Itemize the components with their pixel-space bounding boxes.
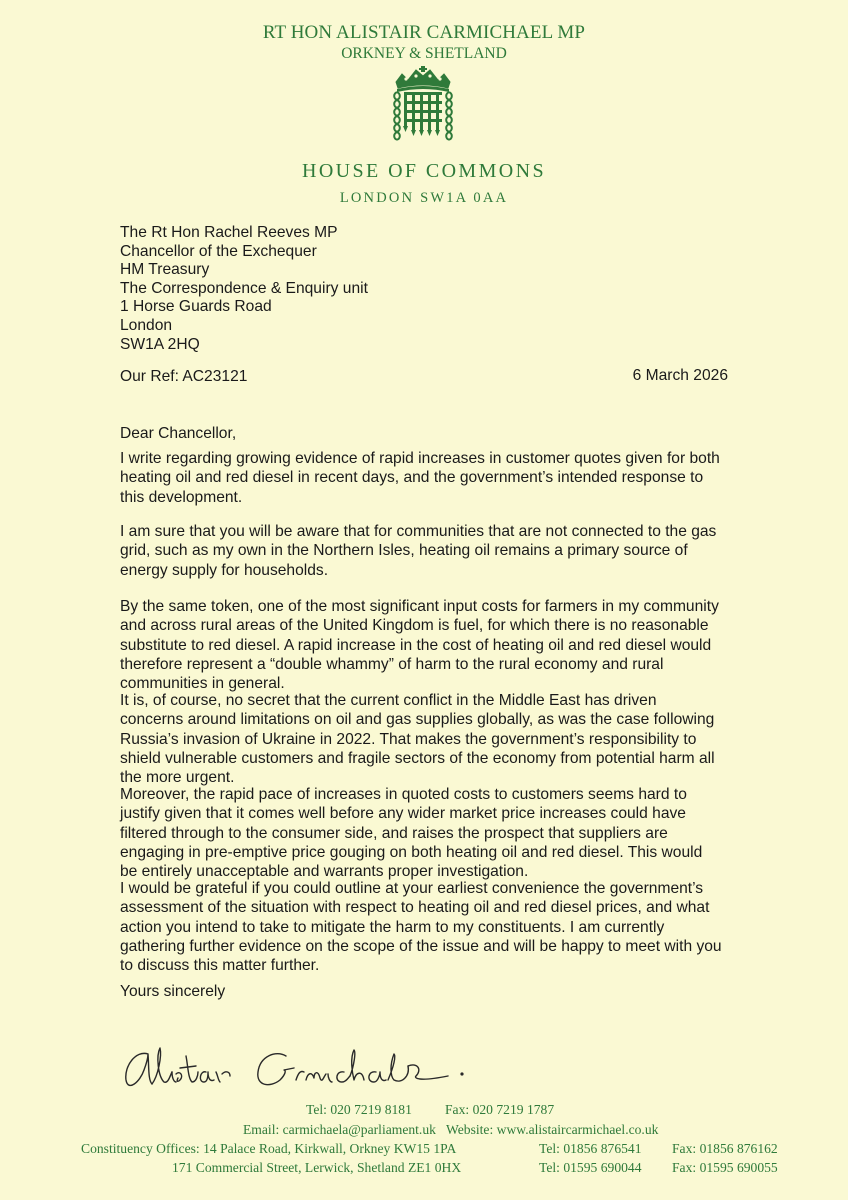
paragraph-line: the more urgent. xyxy=(120,769,235,787)
paragraph-line: filtered through to the consumer side, and raises the prospect that suppliers are xyxy=(120,824,668,842)
footer-kirkwall-tel: Tel: 01856 876541 xyxy=(539,1141,642,1156)
paragraph-line: action you intend to take to mitigate the harm to my constituents. I am currently xyxy=(120,918,665,936)
footer-lerwick-tel: Tel: 01595 690044 xyxy=(539,1160,642,1175)
footer-office-lerwick: 171 Commercial Street, Lerwick, Shetland ZE1 0HX xyxy=(172,1160,462,1175)
house-address: LONDON SW1A 0AA xyxy=(339,190,509,206)
house-of-commons-heading: HOUSE OF COMMONS xyxy=(302,160,546,182)
recipient-address xyxy=(120,224,368,354)
body-paragraph xyxy=(120,785,745,881)
paragraph-line: engaging in pre-emptive price gouging on both heating oil and red diesel. This would xyxy=(120,843,703,861)
paragraph-line: this development. xyxy=(120,488,243,506)
closing: Yours sincerely xyxy=(120,983,226,1000)
paragraph-line: be entirely unacceptable and warrants proper investigation. xyxy=(120,863,529,881)
signature xyxy=(118,1036,508,1098)
letter-date: 6 March 2026 xyxy=(632,367,728,384)
footer-kirkwall-fax: Fax: 01856 876162 xyxy=(672,1141,778,1156)
footer-fax: Fax: 020 7219 1787 xyxy=(445,1102,555,1117)
salutation: Dear Chancellor, xyxy=(120,425,237,442)
footer-website[interactable]: Website: www.alistaircarmichael.co.uk xyxy=(446,1122,659,1137)
paragraph-line: I would be grateful if you could outline at your earliest convenience the government’s xyxy=(120,880,704,897)
paragraph-line: heating oil and red diesel in recent days, and the government’s intended response to xyxy=(120,469,704,487)
recipient-line: The Correspondence & Enquiry unit xyxy=(120,279,368,297)
footer-email[interactable]: Email: carmichaela@parliament.uk xyxy=(243,1122,436,1137)
paragraph-line: energy supply for households. xyxy=(120,561,329,579)
paragraph-line: justify given that it comes well before any wider market price increases could have xyxy=(120,805,686,823)
body-paragraph xyxy=(120,879,745,975)
paragraph-line: gathering further evidence on the scope of the issue and will be happy to meet with you xyxy=(120,937,722,955)
paragraph-line: Russia’s invasion of Ukraine in 2022. That makes the government’s responsibility to xyxy=(120,730,697,748)
paragraph-line: and across rural areas of the United Kingdom is fuel, for which there is no reasonable xyxy=(120,617,709,635)
paragraph-line: grid, such as my own in the Northern Isles, heating oil remains a primary source of xyxy=(120,542,688,560)
mp-name: RT HON ALISTAIR CARMICHAEL MP xyxy=(262,22,586,43)
paragraph-line: communities in general. xyxy=(120,675,285,693)
footer-office-kirkwall: Constituency Offices: 14 Palace Road, Kirkwall, Orkney KW15 1PA xyxy=(81,1141,457,1156)
recipient-line: London xyxy=(120,316,173,334)
paragraph-line: therefore represent a “double whammy” of harm to the rural economy and rural xyxy=(120,655,664,673)
paragraph-line: I am sure that you will be aware that for communities that are not connected to the gas xyxy=(120,523,717,540)
paragraph-line: Moreover, the rapid pace of increases in quoted costs to customers seems hard to xyxy=(120,786,687,803)
body-paragraph xyxy=(120,691,745,787)
footer-tel: Tel: 020 7219 8181 xyxy=(306,1102,412,1117)
paragraph-line: concerns around limitations on oil and gas supplies globally, as was the case following xyxy=(120,711,715,729)
body-paragraph xyxy=(120,597,745,693)
recipient-line: SW1A 2HQ xyxy=(120,335,200,353)
portcullis-icon xyxy=(388,66,458,142)
recipient-line: The Rt Hon Rachel Reeves MP xyxy=(120,224,338,241)
paragraph-line: It is, of course, no secret that the current conflict in the Middle East has driven xyxy=(120,692,657,709)
paragraph-line: to discuss this matter further. xyxy=(120,957,320,975)
recipient-line: HM Treasury xyxy=(120,261,210,279)
body-paragraph xyxy=(120,449,745,507)
body-paragraph xyxy=(120,522,745,580)
constituency: ORKNEY & SHETLAND xyxy=(341,45,507,62)
paragraph-line: assessment of the situation with respect to heating oil and red diesel prices, and what xyxy=(120,899,710,917)
paragraph-line: shield vulnerable customers and fragile sectors of the economy from potential harm all xyxy=(120,749,715,767)
footer-lerwick-fax: Fax: 01595 690055 xyxy=(672,1160,778,1175)
paragraph-line: I write regarding growing evidence of rapid increases in customer quotes given for both xyxy=(120,450,720,467)
recipient-line: Chancellor of the Exchequer xyxy=(120,242,317,260)
paragraph-line: By the same token, one of the most significant input costs for farmers in my community xyxy=(120,598,719,615)
paragraph-line: substitute to red diesel. A rapid increase in the cost of heating oil and red diesel would xyxy=(120,636,712,654)
reference: Our Ref: AC23121 xyxy=(120,368,248,385)
recipient-line: 1 Horse Guards Road xyxy=(120,298,272,316)
